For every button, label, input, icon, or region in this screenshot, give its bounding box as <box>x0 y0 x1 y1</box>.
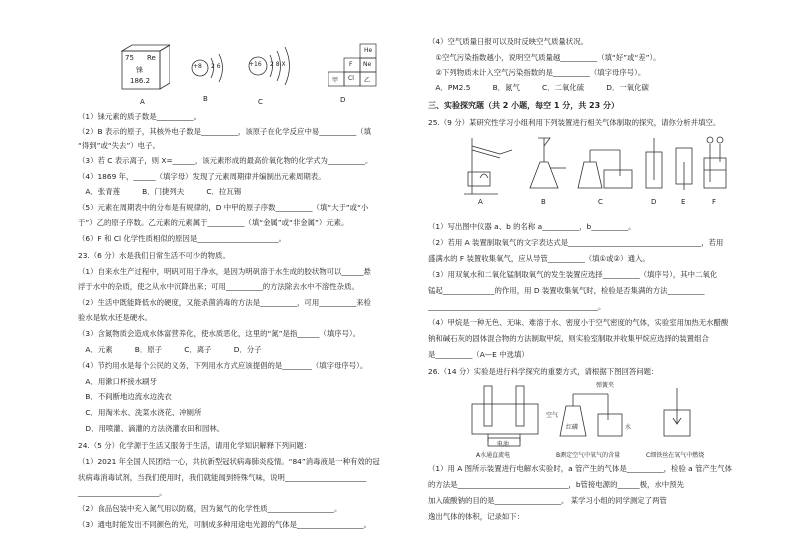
text-line: 盛满水的 F 装置收集氧气，应从导管__________（填①或②）通入。 <box>428 254 650 263</box>
cell-he: He <box>364 47 373 54</box>
cell-ne: Ne <box>363 61 372 68</box>
text-line: A．用漱口杯接水刷牙 <box>78 377 157 386</box>
nucleus-charge-b: +8 <box>193 63 202 70</box>
text-line: 状病毒消毒试剂，当我们使用时，我们就能闻到特殊气味，说明______________________ <box>78 473 367 482</box>
text-line: （3）通电时能发出不同颜色的光，可制成多种用途电光源的气体是__________________。 <box>78 520 371 529</box>
apparatus-drawing <box>458 132 738 208</box>
figure-d-table <box>328 43 378 88</box>
apparatus-label-b: B <box>541 198 546 206</box>
text-line: （1）用 A 图所示装置进行电解水实验时，a 管产生的气体是__________，检验 a 管产生气体 <box>428 464 733 473</box>
text-line: ______________________。 <box>78 488 167 497</box>
left-column <box>78 0 400 560</box>
text-line: （2）生活中既能降低水的硬度，又能杀菌消毒的方法是__________，可用__________来检 <box>78 298 371 307</box>
cell-cl: Cl <box>348 75 354 82</box>
text-line: 验水是软水还是硬水。 <box>78 313 152 322</box>
right-column <box>428 0 734 560</box>
text-line: 锰起______________的作用，用 D 装置收集氧气时，检验是否集满的方法__________ <box>428 286 705 295</box>
text-line: （1）铼元素的质子数是__________。 <box>78 112 201 121</box>
figure-c-atom <box>244 42 304 90</box>
electron-shells-b: 2 6 <box>211 63 221 70</box>
question-23-title: 23.（6 分）水是我们日常生活不可少的物质。 <box>78 251 230 260</box>
text-line: （3）若 C 表示离子，则 X=______，该元素形成的最高价氧化物的化学式为__________。 <box>78 156 373 165</box>
text-line: （1）2021 年全国人民团结一心，共抗新型冠状病毒肺炎疫情。“84”消毒液是一种有效的冠 <box>78 457 380 466</box>
text-line: ______________________________________________。 <box>428 302 606 311</box>
figure-c-label: C <box>258 98 263 106</box>
nucleus-charge-c: +16 <box>249 61 262 68</box>
text-line: （1）写出图中仪器 a、b 的名称 a__________，b__________。 <box>428 222 636 231</box>
cell-yi: 乙 <box>364 77 371 84</box>
apparatus-label-f: F <box>712 198 717 206</box>
caption-c: C细铁丝在氧气中燃烧 <box>646 452 705 459</box>
text-line: 加入硫酸钠的目的是__________________。 某学习小组的同学测定了两管 <box>428 496 667 505</box>
apparatus-label-e: E <box>681 198 686 206</box>
electron-shells-c: 2 8 X <box>270 61 286 68</box>
text-line: A．元素 B．原子 C．离子 D．分子 <box>78 345 262 354</box>
apparatus-label-c: C <box>598 198 603 206</box>
label-spring-clip: 弹簧夹 <box>596 382 615 389</box>
figure-a-label: A <box>140 98 145 106</box>
apparatus-label-a: A <box>478 198 483 206</box>
element-name: 铼 <box>136 66 143 74</box>
apparatus-label-d: D <box>651 198 657 206</box>
text-line: A．PM2.5 B．氮气 C．二氧化硫 D．一氧化碳 <box>428 83 649 92</box>
element-number: 75 <box>125 54 134 62</box>
section-heading: 三、实验探究题（共 2 小题，每空 1 分，共 23 分） <box>428 101 619 110</box>
element-symbol: Re <box>147 54 156 62</box>
text-line: 逸出气体的体积，记录如下： <box>428 512 525 521</box>
figure-b-label: B <box>203 95 208 103</box>
text-line: （1）自来水生产过程中，明矾可用于净水，是因为明矾溶于水生成的胶状物可以______悬 <box>78 267 371 276</box>
text-line: （5）元素在周期表中的分布是有规律的，D 中甲的原子序数__________（填“大于”或“小 <box>78 203 369 212</box>
text-line: （6）F 和 Cl 化学性质相似的原因是______________________。 <box>78 234 286 243</box>
text-line: （4）1869 年，______（填字母）发现了元素周期律并编制出元素周期表。 <box>78 172 326 181</box>
text-line: （2）若用 A 装置制取氧气的文字表达式是____________________________________，若用 <box>428 238 724 247</box>
question-25-title: 25.（9 分）某研究性学习小组利用下列装置进行相关气体制取的探究，请你分析并填空。 <box>428 118 721 127</box>
cell-jia: 甲 <box>332 77 339 84</box>
text-line: C．用淘米水、洗菜水浇花、冲厕所 <box>78 408 202 417</box>
experiment-figure <box>468 380 738 460</box>
text-line: “得到”或“失去”）电子。 <box>78 141 160 150</box>
apparatus-figure <box>458 132 738 208</box>
text-line: （2）B 表示的原子，其核外电子数是__________，该原子在化学反应中易__________（填 <box>78 127 371 136</box>
text-line: （4）甲烷是一种无色、无味、难溶于水、密度小于空气密度的气体，实验室用加热无水醋酸 <box>428 318 729 327</box>
label-power: 电池 <box>497 441 510 448</box>
text-line: A．张青莲 B．门捷列夫 C．拉瓦锡 <box>78 187 242 196</box>
text-line: B．不间断地边流水边洗衣 <box>78 392 172 401</box>
cell-f: F <box>349 61 353 68</box>
text-line: （4）节约用水是每个公民的义务，下列用水方式应该提倡的是________（填字母序号）。 <box>78 361 368 370</box>
caption-a: A水通直流电 <box>476 452 511 459</box>
text-line: 浮于水中的杂质，使之从水中沉降出来；可用__________的方法除去水中不溶性杂质。 <box>78 282 359 291</box>
text-line: （3）用双氧水和二氧化锰制取氧气的发生装置应选择__________（填序号），其中二氧化 <box>428 270 718 279</box>
text-line: （2）食品包装中充入氮气用以防腐，因为氮气的化学性质__________________。 <box>78 504 342 513</box>
figure-a-element-cell <box>114 43 170 91</box>
text-line: 是__________（A—E 中选填） <box>428 350 529 359</box>
label-red-phosphorus: 红磷 <box>566 424 579 431</box>
caption-b: B测定空气中氧气的含量 <box>556 452 621 459</box>
text-line: 于”）乙的原子序数。乙元素的元素属于__________（填“金属”或“非金属”）元素。 <box>78 218 349 227</box>
text-line: （4）空气质量日报可以及时反映空气质量状况。 <box>428 37 588 46</box>
label-air: 空气 <box>546 412 559 419</box>
element-mass: 186.2 <box>130 77 151 85</box>
label-water: 水 <box>625 424 632 431</box>
figure-d-label: D <box>340 96 346 104</box>
text-line: ②下列物质未计入空气污染指数的是__________（填字母序号）。 <box>428 68 646 77</box>
figure-b-atom <box>188 48 238 88</box>
question-24-title: 24.（5 分）化学源于生活又服务于生活，请用化学知识解释下列问题： <box>78 441 312 450</box>
text-line: 的方法是______________________________，b管接电源的______极，水中预先 <box>428 480 684 489</box>
text-line: 钠和碱石灰的固体混合物的方法制取甲烷，则实验室制取并收集甲烷应选择的装置组合 <box>428 334 709 343</box>
text-line: D．用喷灌、滴灌的方法浇灌农田和园林。 <box>78 424 225 433</box>
text-line: ①空气污染指数越小，说明空气质量越__________（填“好”或“差”）。 <box>428 53 661 62</box>
experiment-drawing <box>468 380 738 460</box>
text-line: （3）含氮物质会造成水体富营养化，使水质恶化，这里的“氮”是指______（填序号）。 <box>78 329 361 338</box>
question-26-title: 26.（14 分）实验是进行科学探究的重要方式，请根据下图回答问题： <box>428 367 659 376</box>
